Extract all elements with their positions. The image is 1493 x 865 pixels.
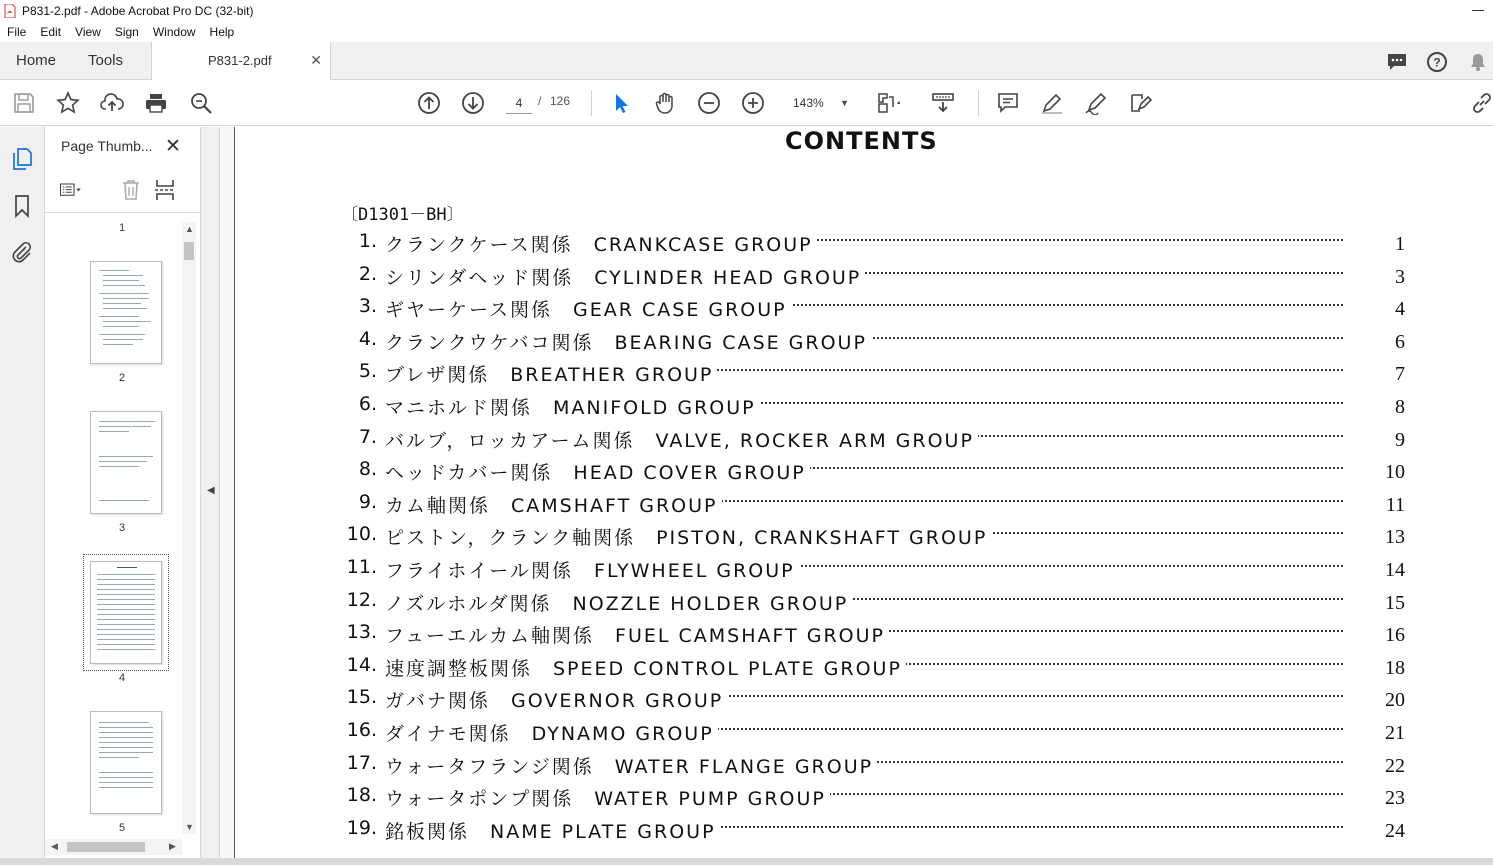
thumbnail-page-label: 4 bbox=[118, 672, 126, 684]
thumbnail-page-5[interactable] bbox=[90, 711, 162, 814]
thumbnail-page-2[interactable] bbox=[90, 261, 162, 364]
chevron-down-icon: ▼ bbox=[840, 98, 849, 108]
toc-title: ヘッドカバー関係 HEAD COVER GROUP bbox=[385, 458, 810, 485]
toc-number: 15. bbox=[346, 686, 377, 709]
menu-bar bbox=[0, 22, 1493, 42]
left-navigation-rail bbox=[0, 127, 45, 865]
toc-title: シリンダヘッド関係 CYLINDER HEAD GROUP bbox=[385, 263, 865, 290]
upload-icon[interactable] bbox=[100, 91, 124, 115]
toc-page-number: 13 bbox=[1385, 526, 1405, 549]
edit-icon[interactable] bbox=[1128, 91, 1152, 115]
toc-row[interactable] bbox=[345, 230, 1405, 258]
toc-title: フライホイール関係 FLYWHEEL GROUP bbox=[385, 556, 799, 583]
print-icon[interactable] bbox=[144, 91, 168, 115]
tab-tools[interactable]: Tools bbox=[88, 52, 124, 69]
toc-row[interactable] bbox=[345, 491, 1405, 519]
toc-number: 4. bbox=[358, 327, 377, 350]
fit-page-icon[interactable] bbox=[876, 91, 900, 115]
toc-page-number: 21 bbox=[1385, 722, 1405, 744]
close-icon[interactable]: ✕ bbox=[165, 136, 181, 157]
toc-page-number: 18 bbox=[1385, 656, 1405, 679]
document-view[interactable] bbox=[220, 127, 1493, 858]
toc-number: 8. bbox=[358, 458, 377, 481]
collapse-arrow-icon: ◀ bbox=[207, 485, 215, 496]
toc-row[interactable] bbox=[345, 263, 1405, 291]
toolbar-divider bbox=[591, 90, 592, 116]
delete-icon[interactable] bbox=[119, 178, 143, 202]
toc-title: クランクウケバコ関係 BEARING CASE GROUP bbox=[385, 328, 871, 355]
tab-document[interactable] bbox=[151, 42, 331, 81]
zoom-select[interactable] bbox=[783, 92, 851, 114]
toc-row[interactable] bbox=[345, 589, 1405, 617]
toc-page-number: 24 bbox=[1385, 819, 1405, 842]
help-icon[interactable] bbox=[1426, 51, 1448, 73]
toc-title: ブレザ関係 BREATHER GROUP bbox=[385, 360, 717, 387]
toc-row[interactable] bbox=[345, 458, 1405, 486]
toc-page-number: 20 bbox=[1385, 689, 1405, 712]
page-title: CONTENTS bbox=[785, 127, 938, 155]
toc-title: バルブ，ロッカアーム関係 VALVE, ROCKER ARM GROUP bbox=[385, 426, 978, 453]
toc-title: マニホルド関係 MANIFOLD GROUP bbox=[385, 393, 760, 420]
toc-row[interactable] bbox=[345, 328, 1405, 356]
toc-row[interactable] bbox=[345, 523, 1405, 551]
toc-page-number: 4 bbox=[1395, 298, 1405, 321]
bell-icon[interactable] bbox=[1467, 51, 1489, 73]
toc-row[interactable] bbox=[345, 426, 1405, 454]
page-thumbnails-icon[interactable] bbox=[10, 147, 34, 171]
menu-window[interactable]: Window bbox=[152, 25, 196, 39]
attachment-icon[interactable] bbox=[10, 240, 34, 264]
toc-page-number: 3 bbox=[1395, 265, 1405, 288]
thumbnail-page-label: 3 bbox=[118, 522, 126, 534]
toc-title: フューエルカム軸関係 FUEL CAMSHAFT GROUP bbox=[385, 621, 889, 648]
thumbnail-page-label: 2 bbox=[118, 372, 126, 384]
menu-edit[interactable]: Edit bbox=[40, 25, 62, 39]
toc-row[interactable] bbox=[345, 621, 1405, 649]
thumbnail-page-label: 1 bbox=[118, 222, 126, 234]
toc-row[interactable] bbox=[345, 784, 1405, 812]
thumbnails-horizontal-scrollbar[interactable] bbox=[45, 839, 182, 855]
toc-title: ウォータポンプ関係 WATER PUMP GROUP bbox=[385, 784, 830, 811]
scroll-down-icon[interactable]: ▼ bbox=[185, 822, 194, 832]
toc-row[interactable] bbox=[345, 654, 1405, 682]
toc-number: 2. bbox=[358, 262, 377, 285]
toc-row[interactable] bbox=[345, 393, 1405, 421]
scroll-mode-icon[interactable] bbox=[931, 91, 955, 115]
toc-row[interactable] bbox=[345, 556, 1405, 584]
menu-sign[interactable]: Sign bbox=[114, 25, 139, 39]
scroll-left-icon[interactable]: ◀ bbox=[51, 841, 58, 851]
toc-title: ガバナ関係 GOVERNOR GROUP bbox=[385, 686, 727, 713]
toc-page-number: 22 bbox=[1385, 754, 1405, 777]
toc-number: 18. bbox=[346, 784, 377, 807]
toc-row[interactable] bbox=[345, 360, 1405, 388]
toc-page-number: 8 bbox=[1395, 396, 1405, 418]
options-menu-icon[interactable] bbox=[59, 178, 83, 202]
toc-number: 7. bbox=[358, 425, 377, 448]
scroll-up-icon[interactable]: ▲ bbox=[185, 224, 194, 234]
select-arrow-icon[interactable] bbox=[609, 91, 633, 115]
toc-title: 銘板関係 NAME PLATE GROUP bbox=[385, 817, 720, 844]
star-icon[interactable] bbox=[56, 91, 80, 115]
toc-row[interactable] bbox=[345, 752, 1405, 780]
toc-number: 10. bbox=[346, 523, 377, 546]
menu-view[interactable]: View bbox=[75, 25, 101, 39]
toc-number: 12. bbox=[346, 588, 377, 611]
total-pages: 126 bbox=[550, 94, 571, 108]
close-tab-icon[interactable]: ✕ bbox=[310, 52, 322, 68]
main-toolbar bbox=[0, 80, 1493, 126]
panel-collapse-handle[interactable] bbox=[201, 127, 220, 858]
toc-number: 3. bbox=[358, 295, 377, 318]
section-heading: 〔D1301－BH〕 bbox=[341, 205, 464, 225]
toc-row[interactable] bbox=[345, 817, 1405, 845]
toc-title: ダイナモ関係 DYNAMO GROUP bbox=[385, 719, 718, 746]
add-comment-icon[interactable] bbox=[996, 91, 1020, 115]
extract-pages-icon[interactable] bbox=[153, 178, 177, 202]
toolbar-divider bbox=[978, 90, 979, 116]
toc-page-number: 9 bbox=[1395, 428, 1405, 451]
toc-page-number: 7 bbox=[1395, 363, 1405, 386]
save-icon[interactable] bbox=[12, 91, 36, 115]
pdf-page bbox=[234, 127, 1493, 858]
toc-number: 5. bbox=[358, 360, 377, 383]
zoom-in-icon[interactable] bbox=[741, 91, 765, 115]
scrollbar-thumb[interactable] bbox=[67, 842, 145, 852]
toc-page-number: 14 bbox=[1385, 559, 1405, 581]
toc-number: 17. bbox=[346, 751, 377, 774]
minimize-button[interactable] bbox=[1471, 2, 1485, 16]
search-zoom-icon[interactable] bbox=[189, 91, 213, 115]
toc-title: 速度調整板関係 SPEED CONTROL PLATE GROUP bbox=[385, 654, 906, 681]
toc-title: ウォータフランジ関係 WATER FLANGE GROUP bbox=[385, 752, 877, 779]
thumbnail-page-3[interactable] bbox=[90, 411, 162, 514]
bookmark-icon[interactable] bbox=[10, 194, 34, 218]
toc-number: 19. bbox=[346, 816, 377, 839]
page-down-icon[interactable] bbox=[461, 91, 485, 115]
page-separator: / bbox=[538, 94, 542, 108]
toc-page-number: 16 bbox=[1385, 624, 1405, 647]
svg-text:?: ? bbox=[1433, 55, 1441, 70]
title-bar bbox=[0, 0, 1493, 22]
page-thumbnails-panel bbox=[45, 127, 201, 858]
hand-icon[interactable] bbox=[653, 91, 677, 115]
tab-home[interactable]: Home bbox=[16, 52, 57, 69]
window-title: P831-2.pdf - Adobe Acrobat Pro DC (32-bit) bbox=[22, 4, 254, 18]
thumbnail-page-4[interactable] bbox=[90, 561, 162, 664]
toc-page-number: 6 bbox=[1395, 330, 1405, 353]
toc-number: 13. bbox=[346, 621, 377, 644]
toc-number: 9. bbox=[358, 490, 377, 513]
toc-title: ギヤーケース関係 GEAR CASE GROUP bbox=[385, 295, 791, 322]
menu-help[interactable]: Help bbox=[209, 25, 235, 39]
toc-page-number: 15 bbox=[1385, 591, 1405, 614]
toc-row[interactable] bbox=[345, 686, 1405, 714]
toc-page-number: 11 bbox=[1385, 493, 1405, 516]
toc-number: 16. bbox=[346, 719, 377, 741]
scroll-right-icon[interactable]: ▶ bbox=[169, 841, 176, 851]
link-icon[interactable] bbox=[1470, 91, 1493, 115]
page-up-icon[interactable] bbox=[417, 91, 441, 115]
toc-number: 1. bbox=[358, 230, 377, 252]
toc-page-number: 1 bbox=[1395, 233, 1405, 255]
pdf-file-icon bbox=[4, 4, 16, 18]
toc-title: ピストン，クランク軸関係 PISTON, CRANKSHAFT GROUP bbox=[385, 523, 991, 550]
thumbnail-tools bbox=[45, 177, 201, 213]
zoom-value: 143% bbox=[793, 96, 824, 110]
toc-row[interactable] bbox=[345, 719, 1405, 747]
toc-title: ノズルホルダ関係 NOZZLE HOLDER GROUP bbox=[385, 589, 852, 616]
menu-file[interactable]: File bbox=[7, 25, 27, 39]
zoom-out-icon[interactable] bbox=[697, 91, 721, 115]
toc-title: クランクケース関係 CRANKCASE GROUP bbox=[385, 230, 817, 257]
status-bar bbox=[0, 858, 1493, 865]
panel-header: Page Thumb... bbox=[61, 138, 153, 154]
toc-page-number: 23 bbox=[1385, 787, 1405, 810]
toc-number: 11. bbox=[346, 556, 377, 578]
thumbnails-vertical-scrollbar[interactable] bbox=[182, 222, 196, 834]
sign-icon[interactable] bbox=[1084, 91, 1108, 115]
highlight-icon[interactable] bbox=[1040, 91, 1064, 115]
toc-title: カム軸関係 CAMSHAFT GROUP bbox=[385, 491, 722, 518]
tab-bar bbox=[0, 42, 1493, 80]
scrollbar-thumb[interactable] bbox=[184, 242, 194, 260]
toc-number: 6. bbox=[358, 393, 377, 415]
page-number-input[interactable]: 4 bbox=[506, 92, 532, 114]
toc-page-number: 10 bbox=[1385, 461, 1405, 484]
toc-number: 14. bbox=[346, 653, 377, 676]
toc-row[interactable] bbox=[345, 295, 1405, 323]
tab-document-label: P831-2.pdf bbox=[208, 53, 272, 68]
comment-icon[interactable] bbox=[1386, 51, 1408, 73]
thumbnail-page-label: 5 bbox=[118, 822, 126, 834]
